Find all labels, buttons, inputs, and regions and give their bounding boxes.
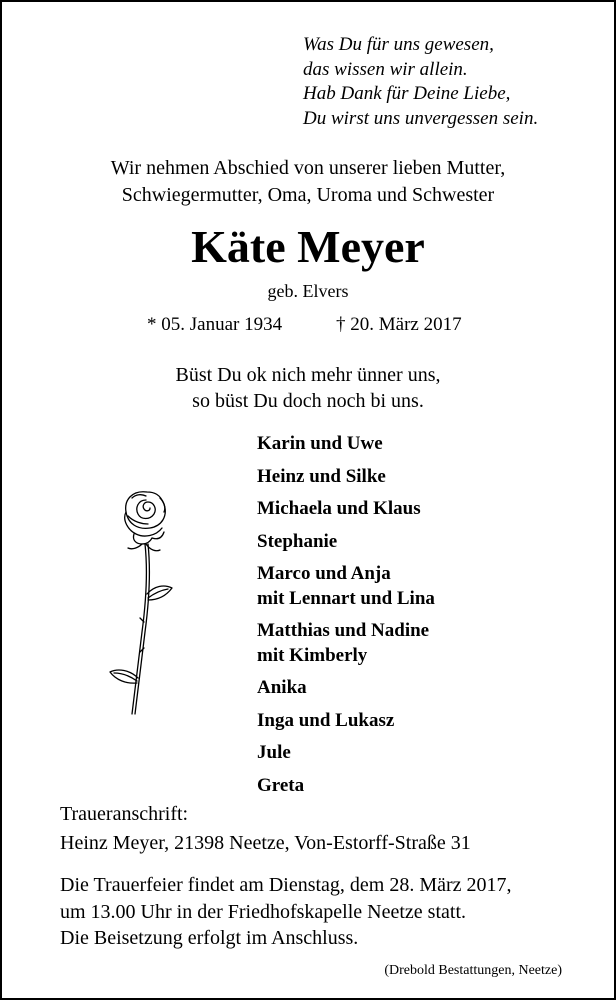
mourner-line: Michaela und Klaus <box>257 498 421 519</box>
address-line: Heinz Meyer, 21398 Neetze, Von-Estorff-Straße 31 <box>60 832 471 854</box>
poem-line: das wissen wir allein. <box>303 58 468 80</box>
poem-line: Hab Dank für Deine Liebe, <box>303 83 511 104</box>
service-line: um 13.00 Uhr in der Friedhofskapelle Neetze statt. <box>60 900 466 923</box>
mourner-line: Greta <box>257 774 305 796</box>
mourner-line: Matthias und Nadine <box>257 620 430 641</box>
mourner-entry <box>257 741 435 766</box>
birth-name: geb. Elvers <box>267 281 349 301</box>
saying-line: so büst Du doch noch bi uns. <box>192 390 424 412</box>
mourner-line: Jule <box>257 742 291 763</box>
mourner-entry <box>257 619 435 668</box>
service-line: Die Beisetzung erfolgt im Anschluss. <box>60 927 359 949</box>
intro-line: Schwiegermutter, Oma, Uroma und Schwester <box>121 184 495 206</box>
poem-line: Du wirst uns unvergessen sein. <box>303 107 539 129</box>
poem-line: Was Du für uns gewesen, <box>303 34 494 55</box>
low-german-saying <box>2 362 614 414</box>
memorial-poem <box>303 33 603 131</box>
funeral-service-info <box>60 872 512 952</box>
address-label: Traueranschrift: <box>60 803 189 825</box>
death-date: † 20. März 2017 <box>336 314 462 335</box>
intro-line: Wir nehmen Abschied von unserer lieben Mutter, <box>110 157 506 179</box>
mourner-line: Heinz und Silke <box>257 465 386 487</box>
mourner-line: mit Kimberly <box>257 644 368 666</box>
saying-line: Büst Du ok nich mehr ünner uns, <box>175 364 441 386</box>
mourner-line: mit Lennart und Lina <box>257 587 435 609</box>
mourner-entry <box>257 562 435 611</box>
funeral-home-credit: (Drebold Bestattungen, Neetze) <box>384 963 562 978</box>
mourner-line: Anika <box>257 677 307 698</box>
mourner-line: Karin und Uwe <box>257 433 383 454</box>
service-line: Die Trauerfeier findet am Dienstag, dem 28. März 2017, <box>60 874 512 896</box>
mourner-line: Inga und Lukasz <box>257 709 395 731</box>
deceased-name: Käte Meyer <box>191 221 425 272</box>
mourner-entry <box>257 709 435 734</box>
mourner-entry <box>257 676 435 701</box>
mourner-entry <box>257 497 435 522</box>
mourner-line: Stephanie <box>257 530 338 552</box>
mourners-list <box>257 432 435 806</box>
mourning-address <box>60 800 471 858</box>
mourner-line: Marco und Anja <box>257 563 391 584</box>
birth-date: * 05. Januar 1934 <box>147 314 283 335</box>
farewell-intro <box>2 155 614 209</box>
mourner-entry <box>257 432 435 457</box>
mourner-entry <box>257 530 435 555</box>
mourner-entry <box>257 774 435 799</box>
mourner-entry <box>257 465 435 490</box>
rose-icon <box>102 482 192 722</box>
